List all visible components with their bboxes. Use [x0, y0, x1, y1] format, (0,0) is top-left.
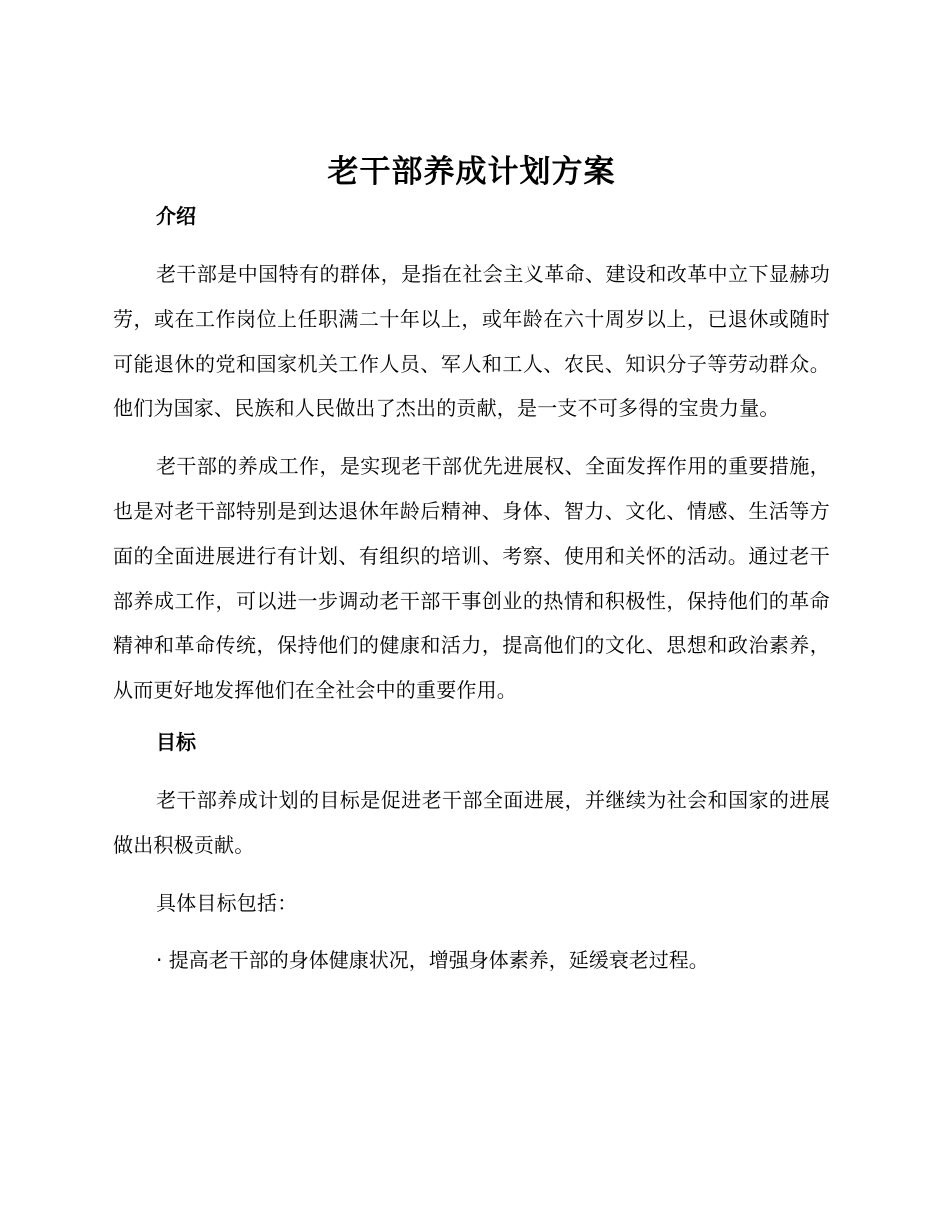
goal-bullet-item: · 提高老干部的身体健康状况，增强身体素养，延缓衰老过程。 [156, 948, 709, 973]
section-heading-goals: 目标 [156, 729, 196, 754]
document-title: 老干部养成计划方案 [327, 154, 616, 190]
goals-paragraph-2: 具体目标包括： [156, 890, 298, 915]
intro-paragraph-2: 老干部的养成工作，是实现老干部优先进展权、全面发挥作用的重要措施，也是对老干部特别是到达退休年龄后精神、身体、智力、文化、情感、生活等方面的全面进展进行有计划、有组织的培训、考察、使用和关怀的活动。通过老干部养成工作，可以进一步调动老干部干事创业的热情和积极性，保持他们的革命精神和革命传统，保持他们的健康和活力，提高他们的文化、思想和政治素养，从而更好地发挥他们在全社会中的重要作用。 [113, 454, 830, 703]
goals-paragraph-1: 老干部养成计划的目标是促进老干部全面进展，并继续为社会和国家的进展做出积极贡献。 [113, 787, 830, 857]
intro-paragraph-1: 老干部是中国特有的群体，是指在社会主义革命、建设和改革中立下显赫功劳，或在工作岗位上任职满二十年以上，或年龄在六十周岁以上，已退休或随时可能退休的党和国家机关工作人员、军人和工人、农民、知识分子等劳动群众。他们为国家、民族和人民做出了杰出的贡献，是一支不可多得的宝贵力量。 [113, 262, 830, 421]
section-heading-intro: 介绍 [156, 204, 196, 228]
